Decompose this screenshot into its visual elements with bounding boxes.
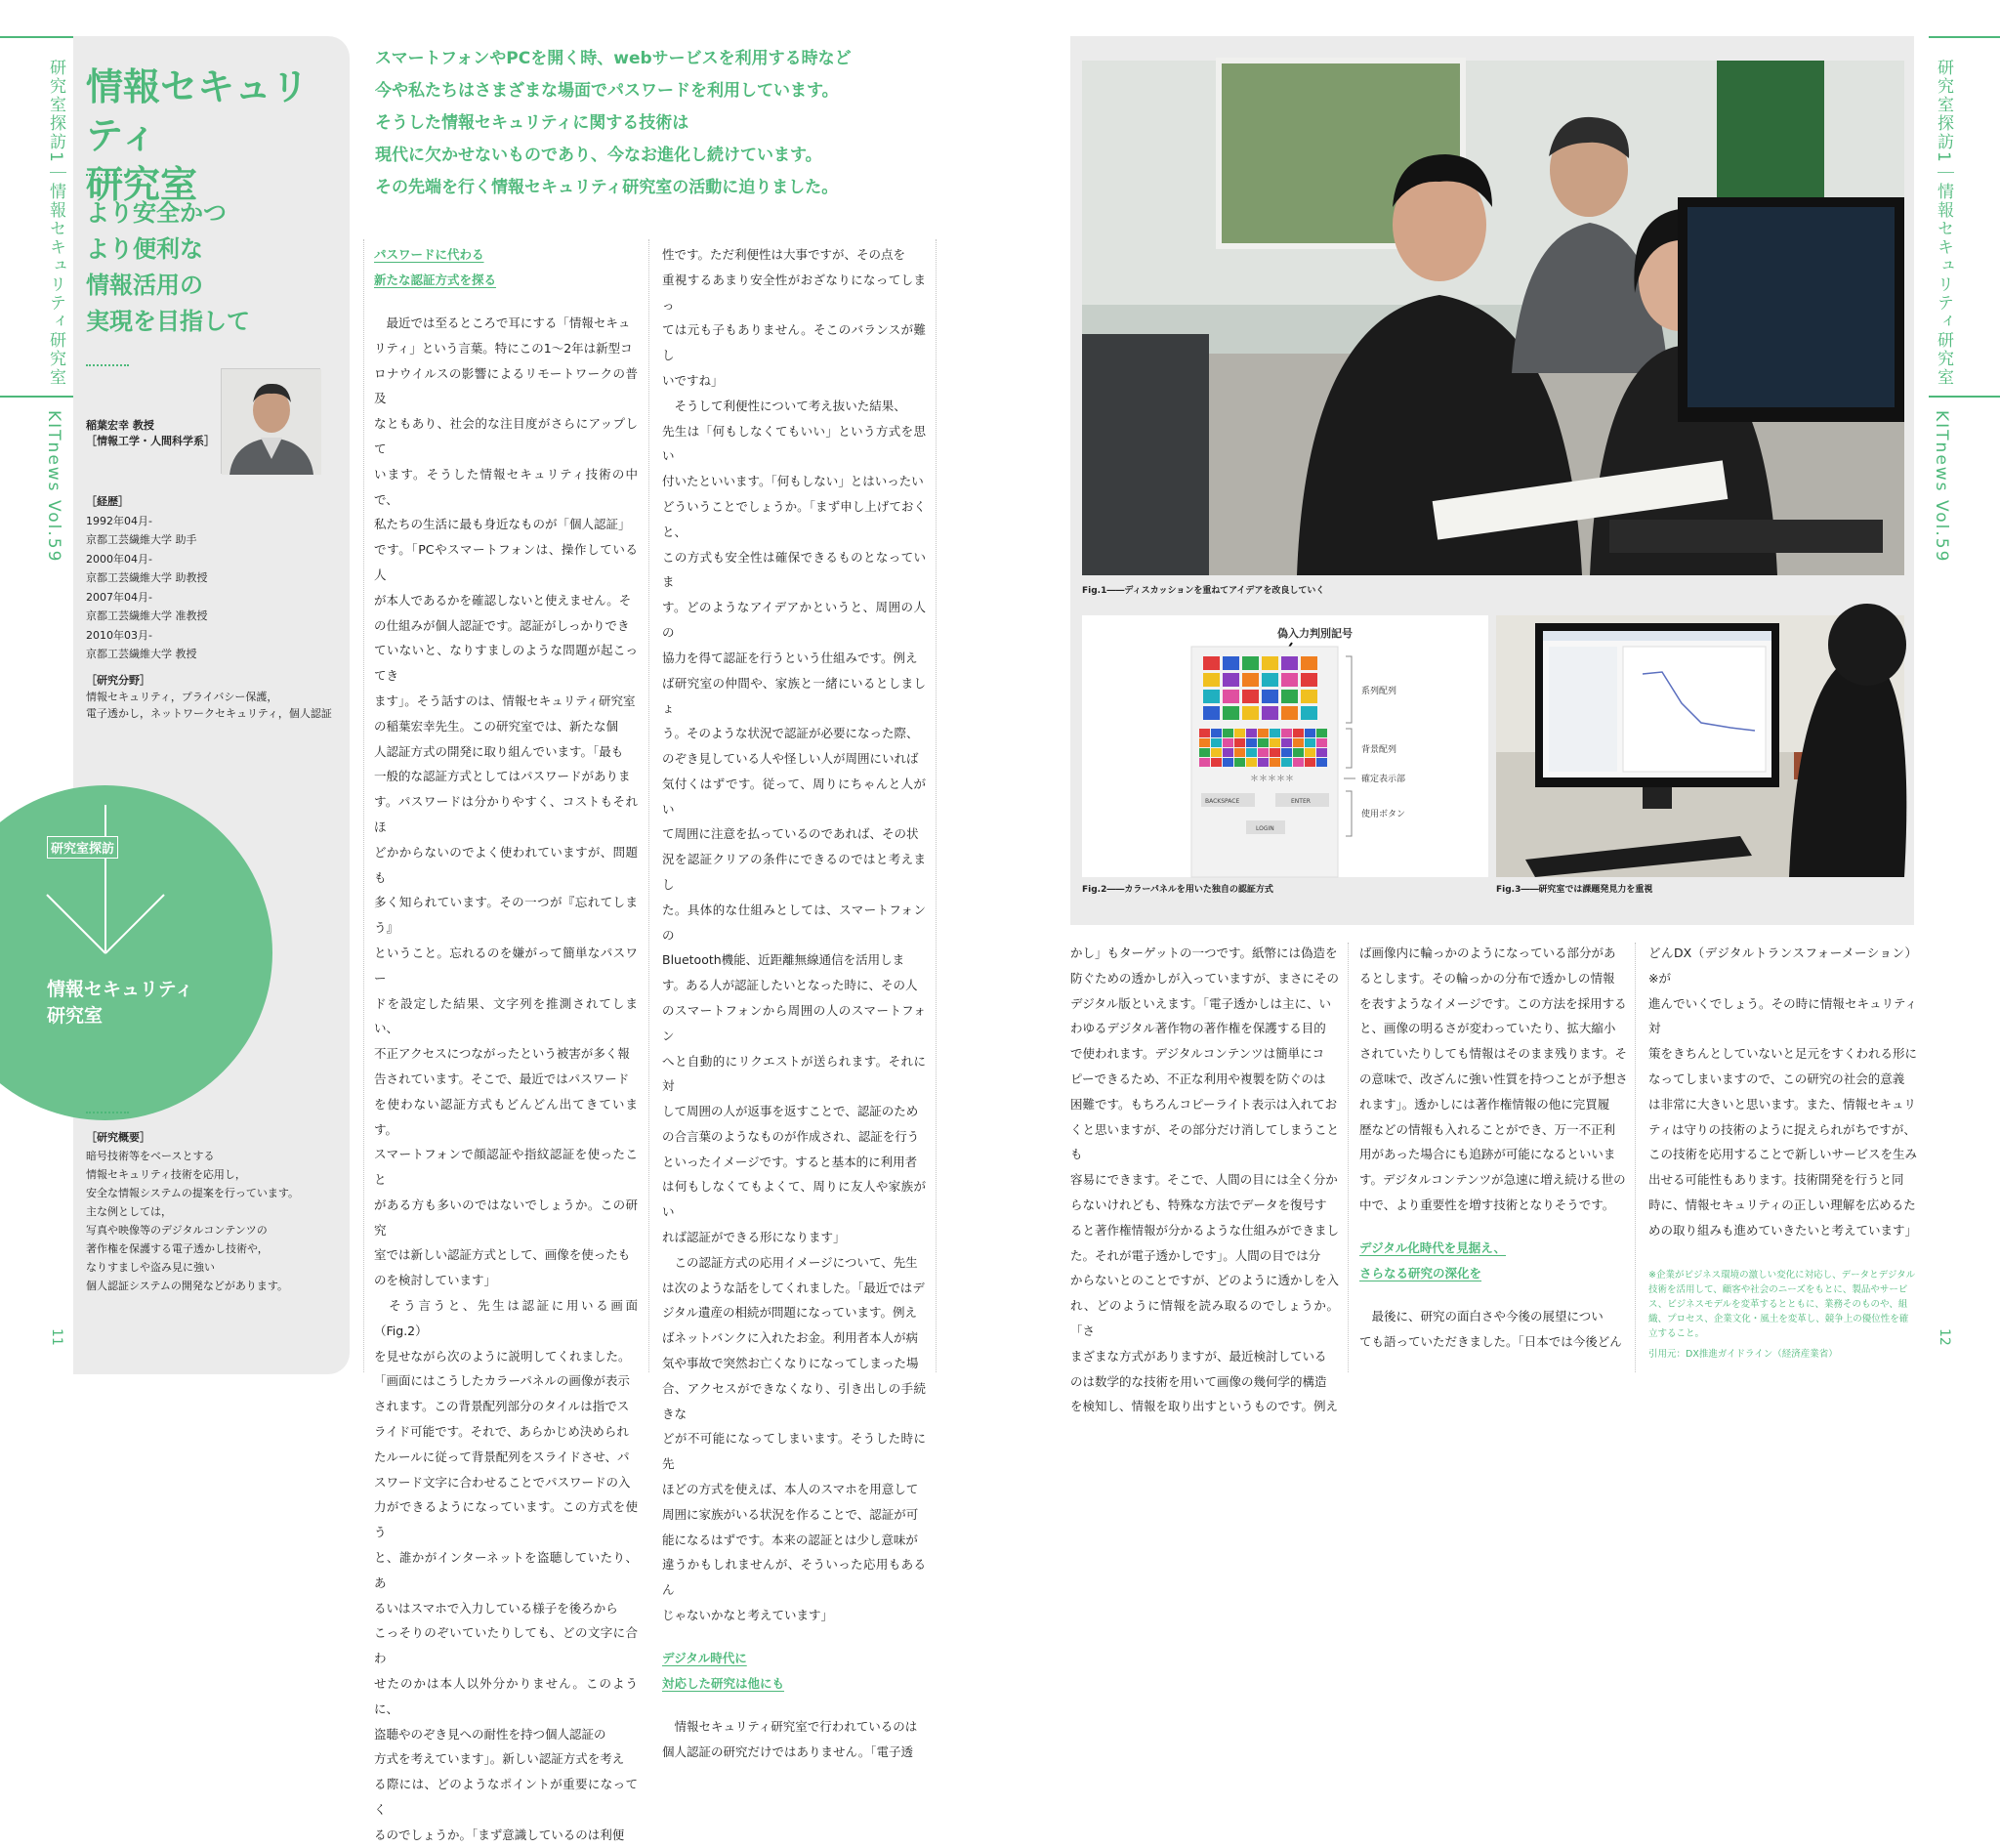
fig2-title: 偽入力判別記号 (1277, 627, 1353, 640)
svg-text:背景配列: 背景配列 (1361, 745, 1397, 755)
career-heading: ［経歴］ (86, 495, 129, 508)
background-tile (1270, 748, 1280, 757)
background-tile (1316, 729, 1327, 737)
body-line: す。ある人が認証したいとなった時に、その人 (662, 978, 918, 993)
background-tile (1258, 758, 1269, 767)
color-tile (1203, 656, 1220, 670)
background-tile (1234, 758, 1245, 767)
body-line: めの取り組みも進めていきたいと考えています」 (1648, 1222, 1918, 1238)
issue-label: KITnews Vol.59 (1932, 410, 1951, 564)
body-line: 方式を考えています」。新しい認証方式を考え (374, 1751, 625, 1767)
color-tile (1281, 706, 1298, 720)
body-line: スマートフォンで顔認証や指紋認証を使ったこと (374, 1147, 638, 1188)
body-line: た。それが電子透かしです」。人間の目では分 (1070, 1247, 1321, 1263)
body-line: いですね」 (662, 372, 724, 388)
subtitle-line: 情報活用の (86, 272, 203, 299)
body-line: た。具体的な仕組みとしては、スマートフォンの (662, 902, 926, 943)
background-tile (1293, 738, 1304, 747)
body-line: 「画面にはこうしたカラーパネルの画像が表示 (374, 1373, 630, 1389)
background-tile (1246, 738, 1257, 747)
article-column-1 (374, 242, 638, 1848)
margin-rule (1929, 396, 2000, 398)
body-line: 一般的な認証方式としてはパスワードがありま (374, 769, 631, 784)
body-line: を表すようなイメージです。この方法を採用する (1359, 995, 1627, 1011)
research-overview (86, 1128, 340, 1295)
background-tile (1246, 729, 1257, 737)
body-line: を検知し、情報を取り出すというものです。例え (1070, 1399, 1339, 1414)
body-line: は何もしなくてもよくて、周りに友人や家族がい (662, 1179, 926, 1220)
body-line: 策をきちんとしていないと足元をすくわれる形に (1648, 1046, 1918, 1062)
overview-line: 著作権を保護する電子透かし技術や， (86, 1242, 269, 1255)
body-line: のスマートフォンから周囲の人のスマートフォン (662, 1002, 926, 1043)
background-tile (1293, 748, 1304, 757)
body-line: るとします。その輪っかの分布で透かしの情報 (1359, 970, 1615, 986)
footnote-source: 引用元：DX推進ガイドライン（経済産業省） (1648, 1349, 1838, 1360)
background-tile (1281, 729, 1292, 737)
background-tile (1305, 738, 1315, 747)
background-tile (1234, 729, 1245, 737)
professor-photo (221, 368, 320, 474)
body-line: Bluetooth機能、近距離無線通信を活用しま (662, 952, 905, 968)
issue-label: KITnews Vol.59 (44, 410, 63, 564)
body-line: 防ぐための透かしが入っていますが、まさにその (1070, 970, 1340, 986)
body-line: 用があった場合にも追跡が可能になるといいま (1359, 1147, 1616, 1162)
body-line: ます」。そう話すのは、情報セキュリティ研究室 (374, 693, 636, 708)
figure-3-photo (1496, 615, 1904, 877)
circle-tag: 研究室探訪 (47, 836, 118, 859)
lead-line: スマートフォンやPCを開く時、webサービスを利用する時など (375, 49, 852, 68)
background-tile (1305, 758, 1315, 767)
svg-text:系列配列: 系列配列 (1361, 687, 1397, 696)
color-tile (1223, 690, 1239, 703)
fields-line: 電子透かし，ネットワークセキュリティ，個人認証 (86, 707, 332, 720)
body-line: の仕組みが個人認証です。認証がしっかりでき (374, 617, 630, 633)
background-tile (1211, 729, 1222, 737)
body-line: といったイメージです。すると基本的に利用者 (662, 1154, 918, 1169)
column-rule (648, 239, 649, 1372)
career-position: 京都工芸繊維大学 助手 (86, 533, 197, 546)
article-column-5 (1648, 941, 1917, 1243)
series-label: 研究室探訪1｜情報セキュリティ研究室 (46, 59, 65, 387)
color-tile (1242, 706, 1259, 720)
lead-line: 今や私たちはさまざまな場面でパスワードを利用しています。 (375, 81, 839, 101)
professor-role: 教授 (132, 419, 154, 432)
body-line: わゆるデジタル著作物の著作権を保護する目的 (1070, 1021, 1326, 1036)
paragraph-gap (374, 293, 638, 311)
body-line: 盗聴やのぞき見への耐性を持つ個人認証の (374, 1726, 606, 1742)
body-line: う。そのような状況で認証が必要になった際、 (662, 726, 919, 741)
body-line: のを検討しています」 (374, 1273, 497, 1288)
body-line: 私たちの生活に最も身近なものが「個人認証」 (374, 517, 631, 532)
background-tile (1258, 738, 1269, 747)
svg-text:ENTER: ENTER (1291, 798, 1311, 805)
color-tile (1262, 656, 1278, 670)
body-line: どかからないのでよく使われていますが、問題も (374, 844, 638, 885)
lab-subtitle (86, 195, 340, 340)
body-line: 中で、より重要性を増す技術となりそうです。 (1359, 1197, 1615, 1212)
body-line: と、誰かがインターネットを盗聴していたり、あ (374, 1550, 638, 1590)
body-line: リティ」という言葉。特にこの1～2年は新型コ (374, 340, 633, 356)
article-column-4 (1359, 941, 1628, 1354)
background-tile (1211, 748, 1222, 757)
body-line: 重視するあまり安全性がおざなりになってしまっ (662, 272, 926, 313)
background-tile (1305, 729, 1315, 737)
background-tile (1234, 748, 1245, 757)
color-tile (1242, 656, 1259, 670)
background-tile (1211, 738, 1222, 747)
background-tile (1246, 748, 1257, 757)
background-tile (1316, 738, 1327, 747)
body-line: されていたりしても情報はそのまま残ります。そ (1359, 1046, 1628, 1062)
career-history (86, 492, 208, 664)
career-position: 京都工芸繊維大学 助教授 (86, 571, 208, 584)
body-line: の稲葉宏幸先生。この研究室では、新たな個 (374, 718, 619, 734)
background-tile (1293, 729, 1304, 737)
body-line: 気や事故で突然お亡くなりになってしまった場 (662, 1356, 919, 1371)
body-line: らないけれども、特殊な方法でデータを復号す (1070, 1197, 1327, 1212)
background-tile (1316, 758, 1327, 767)
paragraph-gap (1359, 1286, 1628, 1304)
background-tile (1293, 758, 1304, 767)
color-tile (1203, 690, 1220, 703)
body-line: で使われます。デジタルコンテンツは簡単にコ (1070, 1046, 1325, 1062)
background-tile (1199, 729, 1210, 737)
divider (86, 1112, 129, 1113)
body-line: 違うかもしれませんが、そういった応用もあるん (662, 1557, 926, 1598)
background-tile (1223, 738, 1233, 747)
body-line: は次のような話をしてくれました。「最近ではデ (662, 1280, 925, 1295)
professor-dept: ［情報工学・人間科学系］ (86, 435, 215, 447)
body-line: るいはスマホで入力している様子を後ろから (374, 1600, 618, 1616)
color-tile (1301, 706, 1317, 720)
color-tile (1281, 690, 1298, 703)
body-line: 況を認証クリアの条件にできるのではと考えまし (662, 852, 926, 892)
margin-rule (0, 36, 73, 38)
footnote: ※企業がビジネス環境の激しい変化に対応し、データとデジタル技術を活用して、顧客や社会のニーズをもとに、製品やサービス、ビジネスモデルを変革するとともに、業務そのものや、組織、プロセス、企業文化・風土を変革し、競争上の優位性を確立すること。 (1648, 1270, 1916, 1339)
margin-rule (0, 396, 73, 398)
body-line: 力ができるようになっています。この方式を使う (374, 1499, 638, 1540)
background-tile (1316, 748, 1327, 757)
figure-2-diagram (1082, 615, 1488, 877)
body-line: 多く知られています。その一つが『忘れてしまう』 (374, 895, 638, 936)
paragraph-gap (662, 1697, 926, 1714)
column-rule (936, 239, 937, 1372)
body-line: どんDX（デジタルトランスフォーメーション）※が (1648, 945, 1917, 986)
svg-text:使用ボタン: 使用ボタン (1361, 810, 1406, 819)
background-tile (1211, 758, 1222, 767)
body-line: です。「PCやスマートフォンは、操作している人 (374, 542, 638, 582)
career-position: 京都工芸繊維大学 教授 (86, 648, 197, 660)
background-tile (1281, 738, 1292, 747)
body-line: ということ。忘れるのを嫌がって簡単なパスワー (374, 945, 638, 986)
body-line: せたのかは本人以外分かりません。このように、 (374, 1676, 638, 1716)
color-tile (1203, 706, 1220, 720)
body-line: 最後に、研究の面白さや今後の展望につい (1359, 1308, 1604, 1323)
body-line: へと自動的にリクエストが送られます。それに対 (662, 1053, 926, 1094)
background-tile (1199, 748, 1210, 757)
body-line: ば画像内に輪っかのようになっている部分があ (1359, 945, 1616, 960)
body-line: この技術を応用することで新しいサービスを生み (1648, 1147, 1918, 1162)
body-line: じゃないかなと考えています」 (662, 1608, 834, 1623)
body-line: 協力を得て認証を行うという仕組みです。例え (662, 650, 918, 665)
background-tile (1246, 758, 1257, 767)
background-tile (1258, 729, 1269, 737)
body-line: を見せながら次のように説明してくれました。 (374, 1348, 631, 1364)
body-line: ると著作権情報が分かるような仕組みができまし (1070, 1222, 1340, 1238)
body-line: この認証方式の応用イメージについて、先生 (662, 1254, 918, 1270)
circle-name-line: 研究室 (47, 1005, 104, 1027)
body-line: 時に、情報セキュリティの正しい理解を広めるた (1648, 1197, 1916, 1212)
body-line: そうして利便性について考え抜いた結果、 (662, 398, 906, 413)
paragraph-gap (1359, 1218, 1628, 1236)
overview-line: 情報セキュリティ技術を応用し， (86, 1168, 246, 1181)
background-tile (1258, 748, 1269, 757)
svg-text:BACKSPACE: BACKSPACE (1205, 798, 1240, 805)
color-tile (1281, 673, 1298, 687)
body-line: かし」もターゲットの一つです。紙幣には偽造を (1070, 945, 1338, 960)
overview-line: 主な例としては， (86, 1205, 172, 1218)
background-tile (1223, 729, 1233, 737)
background-tile (1270, 729, 1280, 737)
body-line: されます。この背景配列部分のタイルは指でス (374, 1399, 630, 1414)
career-date: 2000年04月- (86, 552, 152, 566)
body-line: のぞき見している人や怪しい人が周囲にいれば (662, 750, 919, 766)
body-line: います。そうした情報セキュリティ技術の中で、 (374, 466, 638, 507)
section-heading-line: デジタル時代に (662, 1650, 747, 1665)
body-line: 周囲に家族がいる状況を作ることで、認証が可 (662, 1506, 919, 1522)
body-line: ばネットバンクに入れたお金。利用者本人が病 (662, 1330, 919, 1346)
body-line: 人認証方式の開発に取り組んでいます。「最も (374, 743, 624, 759)
body-line: ジタル遺産の相続が問題になっています。例え (662, 1305, 918, 1321)
color-tile (1242, 690, 1259, 703)
body-line: なともあり、社会的な注目度がさらにアップして (374, 416, 638, 456)
lead-line: 現代に欠かせないものであり、今なお進化し続けています。 (375, 146, 822, 165)
article-column-2 (662, 242, 926, 1764)
body-line: 能になるはずです。本来の認証とは少し意味が (662, 1532, 918, 1547)
series-label: 研究室探訪1｜情報セキュリティ研究室 (1934, 59, 1953, 387)
color-tile (1262, 673, 1278, 687)
color-tile (1242, 673, 1259, 687)
body-line: ていないと、なりすましのような問題が起こってき (374, 643, 638, 684)
section-heading-line: 新たな認証方式を探る (374, 273, 497, 287)
figure-1-caption: Fig.1――ディスカッションを重ねてアイデアを改良していく (1082, 586, 1325, 596)
body-line: を使わない認証方式もどんどん出てきています。 (374, 1096, 638, 1137)
body-line: 個人認証の研究だけではありません。「電子透 (662, 1743, 914, 1759)
subtitle-line: より便利な (86, 235, 203, 263)
fields-line: 情報セキュリティ，プライバシー保護， (86, 691, 278, 703)
body-line: 最近では至るところで耳にする「情報セキュ (374, 315, 631, 330)
body-line: くと思いますが、その部分だけ消してしまうことも (1070, 1121, 1340, 1162)
circle-name-line: 情報セキュリティ (47, 979, 194, 1000)
subtitle-line: 実現を目指して (86, 308, 250, 335)
body-line: れば認証ができる形になります」 (662, 1230, 846, 1245)
body-line: ティは守りの技術のように捉えられがちですが、 (1648, 1121, 1916, 1137)
body-line: 室では新しい認証方式として、画像を使ったも (374, 1247, 631, 1263)
overview-heading: ［研究概要］ (86, 1131, 150, 1144)
margin-rule (1929, 36, 2000, 38)
body-line: からないとのことですが、どのように透かしを入 (1070, 1273, 1340, 1288)
color-tile (1301, 690, 1317, 703)
body-line: が本人であるかを確認しないと使えません。そ (374, 592, 632, 608)
body-line: て周囲に注意を払っているのであれば、その状 (662, 826, 919, 842)
column-rule (1635, 943, 1636, 1372)
background-tile (1223, 758, 1233, 767)
body-line: ても語っていただきました。「日本では今後どん (1359, 1333, 1622, 1349)
body-line: 歴などの情報も入れることができ、万一不正利 (1359, 1121, 1616, 1137)
body-line: 出せる可能性もあります。技術開発を行うと同 (1648, 1172, 1904, 1188)
lab-title-line: 情報セキュリティ (86, 65, 310, 157)
body-line: す。パスワードは分かりやすく、コストもそれほ (374, 794, 638, 834)
body-line: ば研究室の仲間や、家族と一緒にいるとしましょ (662, 675, 926, 716)
body-line: なってしまいますので、この研究の社会的意義 (1648, 1071, 1905, 1086)
career-date: 2007年04月- (86, 590, 152, 604)
body-line: して周囲の人が返事を返すことで、認証のため (662, 1104, 919, 1119)
lead-line: その先端を行く情報セキュリティ研究室の活動に迫りました。 (375, 178, 839, 197)
body-line: 情報セキュリティ研究室で行われているのは (662, 1718, 918, 1734)
body-line: ライド可能です。それで、あらかじめ決められ (374, 1424, 629, 1440)
color-tile (1223, 706, 1239, 720)
overview-line: なりすましや盗み見に強い (86, 1261, 215, 1274)
lab-title-line: 研究室 (86, 163, 198, 206)
figure-2-caption: Fig.2――カラーパネルを用いた独自の認証方式 (1082, 885, 1273, 895)
section-heading-line: パスワードに代わる (374, 247, 484, 262)
figure-1-photo (1082, 61, 1904, 575)
color-tile (1301, 673, 1317, 687)
page-number: 12 (1937, 1328, 1952, 1346)
career-date: 2010年03月- (86, 628, 152, 642)
color-tile (1262, 690, 1278, 703)
article-lead (375, 43, 852, 204)
overview-line: 暗号技術等をベースとする (86, 1150, 215, 1162)
color-tile (1262, 706, 1278, 720)
circle-lab-name (47, 977, 193, 1029)
body-line: デジタル版といえます。「電子透かしは主に、い (1070, 995, 1332, 1011)
svg-text:確定表示部: 確定表示部 (1361, 775, 1406, 784)
body-line: こっそりのぞいていたりしても、どの文字に合わ (374, 1625, 638, 1666)
body-line: 気付くはずです。従って、周りにちゃんと人がい (662, 776, 926, 817)
body-line: と、画像の明るさが変わっていたり、拡大縮小 (1359, 1021, 1616, 1036)
career-position: 京都工芸繊維大学 准教授 (86, 609, 208, 622)
overview-line: 安全な情報システムの提案を行っています。 (86, 1187, 300, 1199)
background-tile (1281, 748, 1292, 757)
background-tile (1199, 758, 1210, 767)
svg-text:＊＊＊＊＊: ＊＊＊＊＊ (1250, 775, 1295, 784)
body-line: 容易にできます。そこで、人間の目には全く分か (1070, 1172, 1338, 1188)
section-heading-line: デジタル化時代を見据え、 (1359, 1239, 1507, 1255)
body-line: まざまな方式がありますが、最近検討している (1070, 1348, 1327, 1364)
color-tile (1223, 673, 1239, 687)
background-tile (1281, 758, 1292, 767)
background-tile (1270, 758, 1280, 767)
divider (86, 364, 129, 366)
section-heading-line: 対応した研究は他にも (662, 1675, 785, 1691)
fields-heading: ［研究分野］ (86, 674, 150, 687)
body-line: 不正アクセスにつながったという被害が多く報 (374, 1046, 630, 1062)
figure-3-caption: Fig.3――研究室では課題発見力を重視 (1496, 885, 1653, 895)
overview-line: 個人認証システムの開発などがあります。 (86, 1280, 289, 1292)
overview-line: 写真や映像等のデジタルコンテンツの (86, 1224, 268, 1237)
body-line: 合、アクセスができなくなり、引き出しの手続きな (662, 1380, 926, 1421)
divider (86, 174, 129, 176)
body-line: の合言葉のようなものが作成され、認証を行う (662, 1128, 920, 1144)
body-line: 先生は「何もしなくてもいい」という方式を思い (662, 423, 926, 464)
lab-title (86, 63, 340, 209)
article-column-3 (1070, 941, 1339, 1419)
body-line: る際には、どのようなポイントが重要になってく (374, 1777, 638, 1818)
svg-text:LOGIN: LOGIN (1256, 825, 1274, 832)
body-line: 性です。ただ利便性は大事ですが、その点を (662, 247, 906, 262)
body-line: ては元も子もありません。そこのバランスが難し (662, 322, 926, 363)
body-line: そう言うと、先生は認証に用いる画面（Fig.2） (374, 1298, 638, 1338)
column-rule (1348, 943, 1349, 1372)
body-line: がある方も多いのではないでしょうか。この研究 (374, 1197, 638, 1238)
body-line: 進んでいくでしょう。その時に情報セキュリティ対 (1648, 995, 1917, 1036)
body-line: す。どのようなアイデアかというと、周囲の人の (662, 600, 926, 640)
body-line: す。デジタルコンテンツが急速に増え続ける世の (1359, 1172, 1626, 1188)
body-line: ドを設定した結果、文字列を推測されてしまい、 (374, 995, 638, 1036)
background-tile (1270, 738, 1280, 747)
paragraph-gap (662, 1628, 926, 1646)
body-line: この方式も安全性は確保できるものとなっていま (662, 549, 926, 590)
body-line: 告されています。そこで、最近ではパスワード (374, 1071, 630, 1086)
body-line: の意味で、改ざんに強い性質を持つことが予想さ (1359, 1071, 1628, 1086)
color-tile (1203, 673, 1220, 687)
color-tile (1281, 656, 1298, 670)
body-line: 付いたといいます。「何もしない」とはいったい (662, 474, 924, 489)
research-fields (86, 672, 332, 722)
background-tile (1223, 748, 1233, 757)
background-tile (1234, 738, 1245, 747)
body-line: たルールに従って背景配列をスライドさせ、パ (374, 1449, 630, 1464)
page-number: 11 (49, 1328, 64, 1346)
column-rule (363, 239, 364, 1372)
body-line: ピーできるため、不正な利用や複製を防ぐのは (1070, 1071, 1326, 1086)
body-line: れ、どのように情報を読み取るのでしょうか。「さ (1070, 1298, 1339, 1338)
section-heading-line: さらなる研究の深化を (1359, 1265, 1482, 1281)
color-tile (1223, 656, 1239, 670)
body-line: ほどの方式を使えば、本人のスマホを用意して (662, 1482, 919, 1497)
body-line: れます」。透かしには著作権情報の他に完買履 (1359, 1096, 1610, 1112)
body-line: は非常に大きいと思います。また、情報セキュリ (1648, 1096, 1917, 1112)
down-arrow-icon (47, 805, 164, 961)
career-date: 1992年04月- (86, 514, 152, 527)
background-tile (1199, 738, 1210, 747)
body-line: スワード文字に合わせることでパスワードの入 (374, 1474, 631, 1490)
body-line: るのでしょうか。「まず意識しているのは利便 (374, 1827, 625, 1842)
background-tile (1305, 748, 1315, 757)
professor-name (86, 418, 215, 449)
body-line: どが不可能になってしまいます。そうした時に先 (662, 1431, 926, 1472)
body-line: どういうことでしょうか。「まず申し上げておくと、 (662, 498, 926, 539)
body-line: 困難です。もちろんコピーライト表示は入れてお (1070, 1096, 1338, 1112)
professor-name-text: 稲葉宏幸 (86, 419, 129, 432)
color-tile (1301, 656, 1317, 670)
lead-line: そうした情報セキュリティに関する技術は (375, 113, 689, 133)
body-line: のは数学的な技術を用いて画像の幾何学的構造 (1070, 1373, 1327, 1389)
body-line: ロナウイルスの影響によるリモートワークの普及 (374, 365, 638, 406)
subtitle-line: より安全かつ (86, 199, 227, 227)
